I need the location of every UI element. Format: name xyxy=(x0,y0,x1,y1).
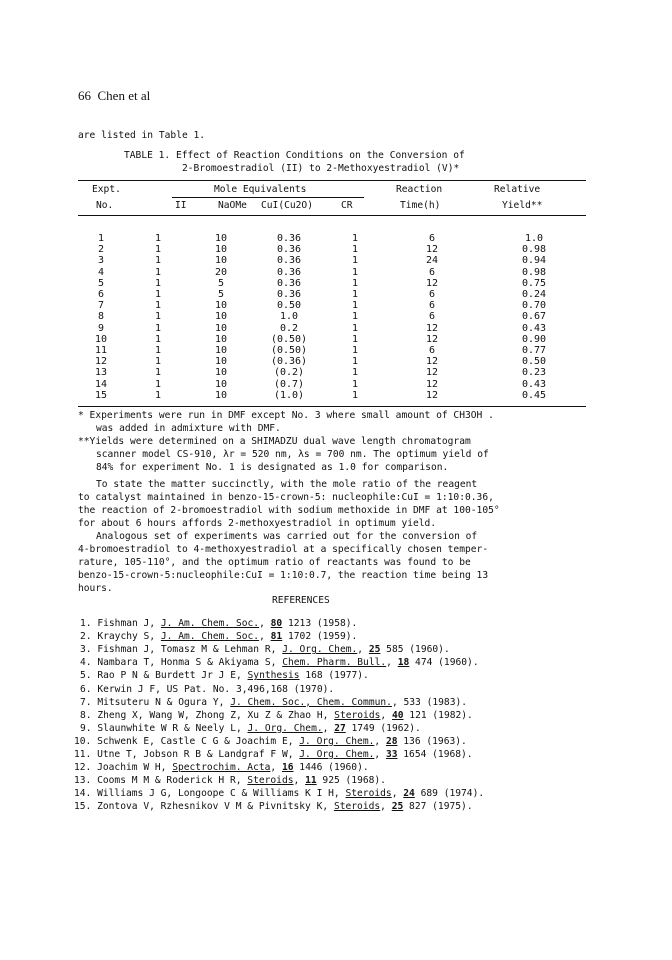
table-cell: 1 xyxy=(351,311,359,323)
reference-authors: Kerwin J F, US Pat. No. 3,496,168 (1970). xyxy=(97,683,335,695)
table-cell: 6 xyxy=(428,300,436,312)
table-cell: 3 xyxy=(97,255,105,267)
reference-authors: Cooms M M & Roderick H R, xyxy=(97,775,248,787)
reference-number: 5. xyxy=(80,670,92,682)
table-cell: 0.36 xyxy=(276,244,302,256)
table-cell: 8 xyxy=(97,311,105,323)
table-cell: 1 xyxy=(97,233,105,244)
table-cell: 1 xyxy=(351,277,359,289)
table-row xyxy=(78,311,586,322)
table-row xyxy=(78,289,586,300)
table-cell: 5 xyxy=(217,277,225,289)
table-cell: 1 xyxy=(351,378,359,390)
reference-number: 14. xyxy=(74,788,92,800)
table-cell: 7 xyxy=(97,300,105,312)
reference-number: 11. xyxy=(74,749,92,760)
table-cell: 1 xyxy=(154,289,162,301)
table-cell: 6 xyxy=(428,345,436,357)
table-cell: 6 xyxy=(428,289,436,301)
table-row xyxy=(78,233,586,244)
reference-authors: Fishman J, xyxy=(97,618,161,629)
table-cell: 0.36 xyxy=(276,233,302,244)
table-row xyxy=(78,278,586,289)
head-expt: Expt. xyxy=(92,184,121,195)
reference-authors: Zheng X, Wang W, Zhong Z, Xu Z & Zhao H, xyxy=(97,709,335,721)
table-cell: 0.77 xyxy=(521,345,547,357)
table-cell: 12 xyxy=(94,356,108,368)
table-cell: 1 xyxy=(351,300,359,312)
table-cell: 12 xyxy=(425,244,439,256)
table-cell: 4 xyxy=(97,266,105,278)
table-cell: (0.50) xyxy=(270,333,308,345)
reference-item: 15. Zontova V, Rzhesnikov V M & Pivnitsky K, Steroids, 25 827 (1975). xyxy=(74,801,473,813)
reference-item: 13. Cooms M M & Roderick H R, Steroids, 11 925 (1968). xyxy=(74,775,386,787)
references-heading: REFERENCES xyxy=(272,595,330,606)
reference-authors: Nambara T, Honma S & Akiyama S, xyxy=(97,657,283,669)
table-cell: 1 xyxy=(154,311,162,323)
head-naome: NaOMe xyxy=(218,200,247,211)
table-cell: 6 xyxy=(428,266,436,278)
table-row xyxy=(78,323,586,334)
reference-pages: 1213 (1958). xyxy=(282,618,358,629)
table-cell: 1 xyxy=(351,266,359,278)
table-row xyxy=(78,345,586,356)
reference-authors: Mitsuteru N & Ogura Y, xyxy=(97,696,231,708)
reference-number: 6. xyxy=(80,683,92,695)
table-cell: 1 xyxy=(154,389,162,401)
body-line-3: the reaction of 2-bromoestradiol with sodium methoxide in DMF at 100-105° xyxy=(78,505,500,516)
head-cr: CR xyxy=(341,200,353,211)
table-row xyxy=(78,267,586,278)
body-line-8: benzo-15-crown-5:nucleophile:CuI = 1:10:0.7, the reaction time being 13 xyxy=(78,570,489,581)
reference-item: 4. Nambara T, Honma S & Akiyama S, Chem. Pharm. Bull., 18 474 (1960). xyxy=(80,657,479,669)
table-cell: 1 xyxy=(351,333,359,345)
reference-journal: J. Am. Chem. Soc. xyxy=(160,631,260,643)
reference-pages: 168 (1977). xyxy=(299,670,369,682)
table-cell: 6 xyxy=(97,289,105,301)
reference-journal: Steroids xyxy=(334,709,381,721)
table-cell: 6 xyxy=(428,233,436,244)
reference-pages: , 533 (1983). xyxy=(391,696,468,708)
reference-number: 8. xyxy=(80,709,92,721)
head-no: No. xyxy=(96,200,114,211)
table-cell: 0.36 xyxy=(276,289,302,301)
body-line-7: rature, 105-110°, and the optimum ratio of reactants was found to be xyxy=(78,557,471,568)
table-cell: 11 xyxy=(94,345,108,357)
reference-pages: 121 (1982). xyxy=(403,709,473,721)
reference-item: 1. Fishman J, J. Am. Chem. Soc., 80 1213 (1958). xyxy=(80,618,358,629)
reference-volume: 25 xyxy=(368,644,381,656)
reference-pages: 1749 (1962). xyxy=(345,722,421,734)
table-cell: (0.7) xyxy=(273,378,305,390)
table-cell: (0.2) xyxy=(273,367,305,379)
reference-pages: 1446 (1960). xyxy=(293,762,369,774)
table-cell: 0.94 xyxy=(521,255,547,267)
table-cell: 10 xyxy=(214,356,228,368)
head-cui: CuI(Cu2O) xyxy=(261,200,313,211)
table-cell: 9 xyxy=(97,322,105,334)
reference-number: 7. xyxy=(80,696,92,708)
table-cell: 0.67 xyxy=(521,311,547,323)
table-cell: 0.75 xyxy=(521,277,547,289)
body-line-9: hours. xyxy=(78,583,113,594)
table-cell: 10 xyxy=(214,367,228,379)
table-cell: 12 xyxy=(425,378,439,390)
reference-journal: J. Org. Chem. xyxy=(282,644,358,656)
table-row xyxy=(78,390,586,401)
reference-authors: Slaunwhite W R & Neely L, xyxy=(97,722,248,734)
table-cell: 0.98 xyxy=(521,266,547,278)
reference-authors: Kraychy S, xyxy=(97,631,161,643)
reference-pages: 474 (1960). xyxy=(409,657,479,669)
table-cell: 0.2 xyxy=(279,322,299,334)
table-cell: 10 xyxy=(214,345,228,357)
table-cell: 2 xyxy=(97,244,105,256)
table-cell: 0.43 xyxy=(521,322,547,334)
table-cell: 1 xyxy=(154,322,162,334)
reference-number: 12. xyxy=(74,762,92,774)
table-bottom-rule xyxy=(78,406,586,407)
reference-number: 13. xyxy=(74,775,92,787)
reference-number: 2. xyxy=(80,631,92,643)
reference-authors: Joachim W H, xyxy=(97,762,173,774)
reference-item: 12. Joachim W H, Spectrochim. Acta, 16 1446 (1960). xyxy=(74,762,369,774)
reference-volume: 33 xyxy=(385,749,398,760)
reference-journal: Synthesis xyxy=(247,670,300,682)
reference-volume: 24 xyxy=(403,788,415,800)
reference-pages: 585 (1960). xyxy=(380,644,450,656)
table-row xyxy=(78,244,586,255)
body-line-5: Analogous set of experiments was carried out for the conversion of xyxy=(96,531,478,542)
table-cell: 0.50 xyxy=(521,356,547,368)
reference-number: 10. xyxy=(74,735,92,747)
table-cell: 12 xyxy=(425,367,439,379)
table-cell: 0.50 xyxy=(276,300,302,312)
page-number: 66 xyxy=(78,88,91,103)
body-line-4: for about 6 hours affords 2-methoxyestradiol in optimum yield. xyxy=(78,518,437,529)
reference-pages: 136 (1963). xyxy=(397,735,467,747)
table-cell: 1 xyxy=(154,356,162,368)
table-row xyxy=(78,379,586,390)
reference-item xyxy=(80,697,467,708)
table-cell: 1 xyxy=(351,289,359,301)
table-row xyxy=(78,255,586,266)
table-cell: 1 xyxy=(154,233,162,244)
table-cell: 1 xyxy=(351,345,359,357)
table-cell: 12 xyxy=(425,333,439,345)
table-cell: 10 xyxy=(214,389,228,401)
head-reaction: Reaction xyxy=(396,184,443,195)
reference-pages: 689 (1974). xyxy=(414,788,485,800)
footnote-1-line-b: was added in admixture with DMF. xyxy=(96,423,281,434)
reference-item: 9. Slaunwhite W R & Neely L, J. Org. Chem., 27 1749 (1962). xyxy=(80,722,421,734)
reference-authors: Zontova V, Rzhesnikov V M & Pivnitsky K, xyxy=(97,801,334,813)
table-cell: 1.0 xyxy=(279,311,299,323)
reference-volume: 25 xyxy=(391,801,404,813)
reference-pages: 827 (1975). xyxy=(403,801,473,813)
reference-volume: 11 xyxy=(305,775,317,787)
table-top-rule xyxy=(78,180,586,181)
intro-text: are listed in Table 1. xyxy=(78,130,206,141)
footnote-2-line-b: scanner model CS-910, λr = 520 nm, λs = 700 nm. The optimum yield of xyxy=(96,449,489,460)
body-line-2: to catalyst maintained in benzo-15-crown-5: nucleophile:CuI = 1:10:0.36, xyxy=(78,492,494,503)
reference-journal: J. Org. Chem. xyxy=(247,722,323,734)
reference-pages: 1654 (1968). xyxy=(397,749,473,760)
reference-item: 3. Fishman J, Tomasz M & Lehman R, J. Org. Chem., 25 585 (1960). xyxy=(80,644,450,656)
reference-authors: Fishman J, Tomasz M & Lehman R, xyxy=(97,644,283,656)
body-line-1: To state the matter succinctly, with the mole ratio of the reagent xyxy=(96,479,478,490)
table-cell: 0.36 xyxy=(276,266,302,278)
table-cell: 10 xyxy=(94,333,108,345)
reference-journal: J. Am. Chem. Soc. xyxy=(160,618,260,629)
table-cell: 0.23 xyxy=(521,367,547,379)
reference-item: 14. Williams J G, Longoope C & Williams K I H, Steroids, 24 689 (1974). xyxy=(74,788,485,800)
reference-item: 8. Zheng X, Wang W, Zhong Z, Xu Z & Zhao H, Steroids, 40 121 (1982). xyxy=(80,709,473,721)
table-cell: 1 xyxy=(351,322,359,334)
table-cell: 0.70 xyxy=(521,300,547,312)
reference-journal: Steroids xyxy=(333,801,381,813)
table-cell: 0.98 xyxy=(521,244,547,256)
table-cell: 1.0 xyxy=(524,233,544,244)
reference-number: 3. xyxy=(80,644,92,656)
reference-journal: Spectrochim. Acta xyxy=(172,762,271,774)
table-cell: 0.45 xyxy=(521,389,547,401)
mole-equivalents-rule xyxy=(172,197,364,198)
table-cell: (1.0) xyxy=(273,389,305,401)
table-cell: 20 xyxy=(214,266,228,278)
reference-volume: 18 xyxy=(397,657,410,669)
table-cell: 10 xyxy=(214,244,228,256)
table-row xyxy=(78,367,586,378)
table-cell: 10 xyxy=(214,333,228,345)
table-cell: 1 xyxy=(154,378,162,390)
table-cell: 0.43 xyxy=(521,378,547,390)
table-cell: (0.36) xyxy=(270,356,308,368)
table-cell: 10 xyxy=(214,311,228,323)
table-cell: 10 xyxy=(214,378,228,390)
reference-number: 4. xyxy=(80,657,92,669)
reference-journal: J. Chem. Soc., Chem. Commun. xyxy=(230,696,392,708)
table-caption-line2: 2-Bromoestradiol (II) to 2-Methoxyestradiol (V)* xyxy=(182,163,460,174)
reference-journal: Chem. Pharm. Bull. xyxy=(282,657,387,669)
head-mole-equivalents: Mole Equivalents xyxy=(214,184,307,195)
table-cell: 10 xyxy=(214,255,228,267)
table-cell: 1 xyxy=(351,389,359,401)
table-cell: (0.50) xyxy=(270,345,308,357)
table-cell: 12 xyxy=(425,322,439,334)
head-relative: Relative xyxy=(494,184,541,195)
table-cell: 1 xyxy=(154,367,162,379)
table-cell: 1 xyxy=(351,244,359,256)
footnote-1-line-a: * Experiments were run in DMF except No. 3 where small amount of CH3OH . xyxy=(78,410,494,421)
reference-number: 1. xyxy=(80,618,92,629)
table-cell: 1 xyxy=(351,356,359,368)
reference-authors: Williams J G, Longoope C & Williams K I H, xyxy=(97,788,346,800)
table-cell: 24 xyxy=(425,255,439,267)
table-cell: 10 xyxy=(214,322,228,334)
table-cell: 1 xyxy=(154,255,162,267)
table-cell: 1 xyxy=(154,300,162,312)
reference-volume: 80 xyxy=(270,618,283,629)
table-row xyxy=(78,334,586,345)
footnote-2-line-a: **Yields were determined on a SHIMADZU dual wave length chromatogram xyxy=(78,436,471,447)
reference-volume: 81 xyxy=(270,631,283,643)
table-cell: 0.24 xyxy=(521,289,547,301)
table-cell: 12 xyxy=(425,277,439,289)
table-cell: 5 xyxy=(97,277,105,289)
head-yield: Yield** xyxy=(502,200,543,211)
reference-journal: Steroids xyxy=(247,775,294,787)
table-cell: 10 xyxy=(214,233,228,244)
reference-pages: 925 (1968). xyxy=(316,775,386,787)
reference-number: 9. xyxy=(80,722,92,734)
reference-volume: 40 xyxy=(391,709,404,721)
running-title: Chen et al xyxy=(97,88,151,103)
head-ii: II xyxy=(175,200,187,211)
reference-authors: Schwenk E, Castle C G & Joachim E, xyxy=(97,735,300,747)
table-header-rule xyxy=(78,215,586,216)
table-cell: 15 xyxy=(94,389,108,401)
reference-item: 10. Schwenk E, Castle C G & Joachim E, J. Org. Chem., 28 136 (1963). xyxy=(74,735,467,747)
table-cell: 0.36 xyxy=(276,277,302,289)
table-row xyxy=(78,356,586,367)
table-cell: 1 xyxy=(154,277,162,289)
table-cell: 1 xyxy=(154,333,162,345)
results-table xyxy=(78,233,586,401)
table-cell: 1 xyxy=(351,255,359,267)
footnote-2-line-c: 84% for experiment No. 1 is designated as 1.0 for comparison. xyxy=(96,462,449,473)
table-row xyxy=(78,300,586,311)
table-cell: 1 xyxy=(154,244,162,256)
table-cell: 1 xyxy=(154,266,162,278)
reference-item: 11. Utne T, Jobson R B & Landgraf F W, J. Org. Chem., 33 1654 (1968). xyxy=(74,749,473,760)
table-cell: 12 xyxy=(425,356,439,368)
reference-volume: 28 xyxy=(385,735,398,747)
reference-item xyxy=(80,684,334,695)
running-head xyxy=(78,88,150,104)
head-time: Time(h) xyxy=(400,200,441,211)
body-line-6: 4-bromoestradiol to 4-methoxyestradiol at a specifically chosen temper- xyxy=(78,544,489,555)
reference-item xyxy=(80,670,369,681)
table-cell: 12 xyxy=(425,389,439,401)
table-cell: 1 xyxy=(351,233,359,244)
table-cell: 0.90 xyxy=(521,333,547,345)
table-cell: 0.36 xyxy=(276,255,302,267)
table-cell: 1 xyxy=(154,345,162,357)
reference-authors: Rao P N & Burdett Jr J E, xyxy=(97,670,248,682)
reference-item: 2. Kraychy S, J. Am. Chem. Soc., 81 1702 (1959). xyxy=(80,631,358,643)
reference-authors: Utne T, Jobson R B & Landgraf F W, xyxy=(97,749,300,760)
table-cell: 13 xyxy=(94,367,108,379)
reference-journal: Steroids xyxy=(345,788,392,800)
reference-journal: J. Org. Chem. xyxy=(299,749,375,760)
reference-number: 15. xyxy=(74,801,92,813)
reference-volume: 16 xyxy=(281,762,294,774)
table-cell: 6 xyxy=(428,311,436,323)
table-cell: 5 xyxy=(217,289,225,301)
table-caption-line1: TABLE 1. Effect of Reaction Conditions on the Conversion of xyxy=(124,150,465,161)
table-cell: 14 xyxy=(94,378,108,390)
reference-volume: 27 xyxy=(334,722,346,734)
table-cell: 10 xyxy=(214,300,228,312)
reference-pages: 1702 (1959). xyxy=(282,631,358,643)
reference-journal: J. Org. Chem. xyxy=(299,735,375,747)
table-cell: 1 xyxy=(351,367,359,379)
